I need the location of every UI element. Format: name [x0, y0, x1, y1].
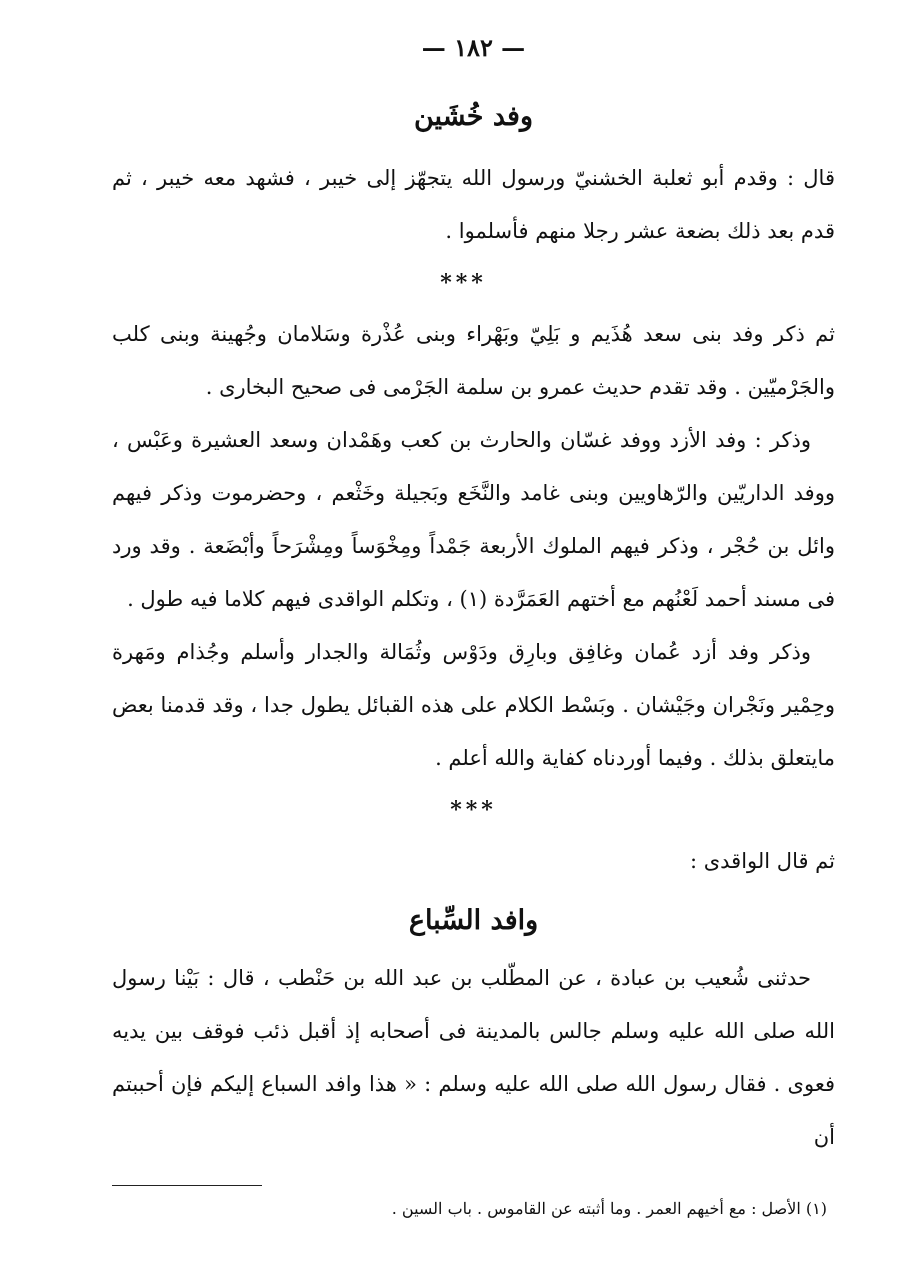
section-heading-wafid-al-siba: وافد السِّباع	[408, 905, 539, 936]
paragraph-5: ثم قال الواقدى :	[689, 849, 835, 873]
section-divider-stars: ***	[440, 270, 487, 296]
paragraph-2: ثم ذكر وفد بنى سعد هُذَيم و بَلِيّ وبَهْراء وبنى عُذْرة وسَلامان وجُهينة وبنى كلب والجَرْميّين . وقد تقدم حديث عمرو بن سلمة الجَرْمى فى صحيح البخارى .	[112, 322, 835, 399]
paragraph-3: وذكر : وفد الأزد ووفد غسّان والحارث بن كعب وهَمْدان وسعد العشيرة وعَبْس ، ووفد الداريّين والرّهاويين وبنى غامد والنَّخَع وبَجيلة وخَثْعم ، وحضرموت وذكر فيهم وائل بن حُجْر ، وذكر فيهم الملوك الأربعة جَمْداً ومِخْوَساً ومِشْرَحاً وأبْضَعة . وقد ورد فى مسند أحمد لَعْنُهم مع أختهم العَمَرَّدة (١) ، وتكلم الواقدى فيهم كلاما فيه طول .	[112, 428, 835, 611]
paragraph-4: وذكر وفد أزد عُمان وغافِق وبارِق ودَوْس وثُمَالة والجدار وأسلم وجُذام ومَهرة وحِمْير ونَجْران وجَيْشان . وبَسْط الكلام على هذه القبائل يطول جدا ، وقد قدمنا بعض مايتعلق بذلك . وفيما أوردناه كفاية والله أعلم .	[112, 640, 835, 770]
paragraph-6: حدثنى شُعيب بن عبادة ، عن المطّلب بن عبد الله بن حَنْطب ، قال : بَيْنا رسول الله صلى الله عليه وسلم جالس بالمدينة فى أصحابه إذ أقبل ذئب فوقف بين يديه فعوى . فقال رسول الله صلى الله عليه وسلم : « هذا وافد السباع إليكم فإن أحببتم أن	[112, 966, 835, 1149]
section-heading-khushayn: وفد خُشَين	[414, 101, 533, 132]
paragraph-1: قال : وقدم أبو ثعلبة الخشنيّ ورسول الله يتجهّز إلى خيبر ، فشهد معه خيبر ، ثم قدم بعد ذلك بضعة عشر رجلا منهم فأسلموا .	[112, 166, 835, 243]
footnote: (١) الأصل : مع أخيهم العمر . وما أثبته عن القاموس . باب السين .	[391, 1199, 827, 1218]
section-divider-stars-2: ***	[450, 797, 497, 823]
page-number: — ١٨٢ —	[421, 33, 526, 62]
footnote-divider	[112, 1185, 262, 1186]
